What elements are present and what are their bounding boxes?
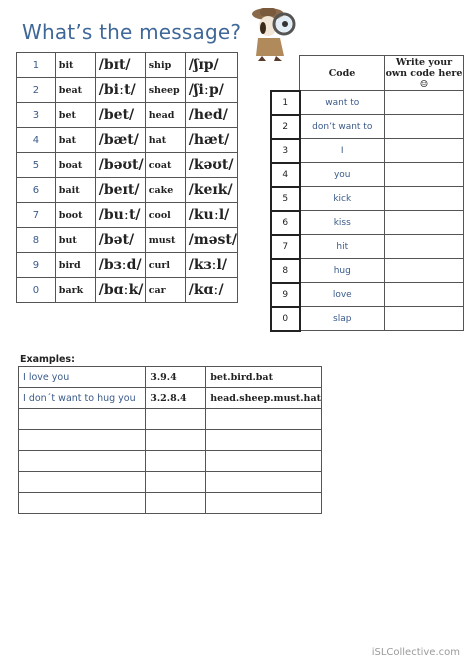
phonetics-word-2: coat: [145, 153, 185, 178]
example-words[interactable]: [206, 451, 322, 472]
phonetics-ipa: /biːt/: [95, 78, 145, 103]
code-number: 9: [271, 283, 300, 307]
code-number: 5: [271, 187, 300, 211]
example-code[interactable]: [146, 430, 206, 451]
own-code-cell[interactable]: [385, 115, 464, 139]
example-phrase[interactable]: [19, 451, 146, 472]
code-row: [271, 91, 464, 115]
example-row: [19, 409, 322, 430]
example-words[interactable]: [206, 430, 322, 451]
code-row: [271, 187, 464, 211]
examples-label: Examples:: [20, 354, 75, 365]
phonetics-word-2: curl: [145, 253, 185, 278]
own-code-cell[interactable]: [385, 259, 464, 283]
code-word: hug: [300, 259, 385, 283]
example-phrase[interactable]: [19, 472, 146, 493]
phonetics-word: bait: [55, 178, 95, 203]
example-code[interactable]: [146, 472, 206, 493]
phonetics-ipa: /bɜːd/: [95, 253, 145, 278]
example-code[interactable]: [146, 451, 206, 472]
example-code: 3.9.4: [146, 367, 206, 388]
phonetics-word-2: cool: [145, 203, 185, 228]
phonetics-ipa-2: /kɜːl/: [185, 253, 237, 278]
phonetics-row: [17, 78, 238, 103]
phonetics-number: 9: [17, 253, 56, 278]
code-header: Code: [300, 56, 385, 91]
example-words[interactable]: [206, 472, 322, 493]
code-number: 3: [271, 139, 300, 163]
own-code-cell[interactable]: [385, 235, 464, 259]
phonetics-ipa-2: /ʃiːp/: [185, 78, 237, 103]
phonetics-word: bet: [55, 103, 95, 128]
code-row: [271, 211, 464, 235]
code-number: 7: [271, 235, 300, 259]
phonetics-row: [17, 228, 238, 253]
code-word: don’t want to: [300, 115, 385, 139]
phonetics-ipa: /bəʊt/: [95, 153, 145, 178]
phonetics-word-2: must: [145, 228, 185, 253]
phonetics-word-2: cake: [145, 178, 185, 203]
code-word: want to: [300, 91, 385, 115]
phonetics-ipa: /bɪt/: [95, 53, 145, 78]
phonetics-row: [17, 103, 238, 128]
own-code-cell[interactable]: [385, 283, 464, 307]
phonetics-word: bat: [55, 128, 95, 153]
own-code-cell[interactable]: [385, 211, 464, 235]
example-code[interactable]: [146, 493, 206, 514]
phonetics-number: 1: [17, 53, 56, 78]
code-row: [271, 115, 464, 139]
code-number: 4: [271, 163, 300, 187]
phonetics-word: boat: [55, 153, 95, 178]
detective-mascot-image: [246, 4, 302, 62]
phonetics-row: [17, 128, 238, 153]
page-title: What’s the message?: [22, 20, 242, 44]
code-row: [271, 139, 464, 163]
example-phrase[interactable]: [19, 493, 146, 514]
code-word: love: [300, 283, 385, 307]
phonetics-number: 8: [17, 228, 56, 253]
phonetics-ipa: /bət/: [95, 228, 145, 253]
footer-watermark: iSLCollective.com: [371, 647, 460, 658]
phonetics-ipa: /beɪt/: [95, 178, 145, 203]
phonetics-row: [17, 253, 238, 278]
example-code[interactable]: [146, 409, 206, 430]
code-word: I: [300, 139, 385, 163]
code-header-blank: [271, 56, 300, 91]
phonetics-row: [17, 203, 238, 228]
code-row: [271, 283, 464, 307]
code-row: [271, 235, 464, 259]
example-row: [19, 451, 322, 472]
example-row: [19, 493, 322, 514]
code-word: kick: [300, 187, 385, 211]
own-code-cell[interactable]: [385, 91, 464, 115]
phonetics-number: 5: [17, 153, 56, 178]
phonetics-word-2: car: [145, 278, 185, 303]
phonetics-ipa: /bɑːk/: [95, 278, 145, 303]
phonetics-word: bird: [55, 253, 95, 278]
phonetics-row: [17, 278, 238, 303]
phonetics-ipa: /buːt/: [95, 203, 145, 228]
phonetics-number: 0: [17, 278, 56, 303]
example-row: [19, 430, 322, 451]
code-row: [271, 307, 464, 331]
example-words: bet.bird.bat: [206, 367, 322, 388]
phonetics-word-2: head: [145, 103, 185, 128]
phonetics-ipa-2: /keɪk/: [185, 178, 237, 203]
phonetics-number: 3: [17, 103, 56, 128]
code-row: [271, 259, 464, 283]
code-word: hit: [300, 235, 385, 259]
own-code-cell[interactable]: [385, 187, 464, 211]
own-code-cell[interactable]: [385, 307, 464, 331]
example-phrase: I don´t want to hug you: [19, 388, 146, 409]
phonetics-row: [17, 178, 238, 203]
phonetics-ipa-2: /kuːl/: [185, 203, 237, 228]
example-phrase[interactable]: [19, 409, 146, 430]
phonetics-number: 6: [17, 178, 56, 203]
example-phrase[interactable]: [19, 430, 146, 451]
code-word: you: [300, 163, 385, 187]
phonetics-ipa-2: /kɑː/: [185, 278, 237, 303]
phonetics-word-2: ship: [145, 53, 185, 78]
phonetics-number: 7: [17, 203, 56, 228]
phonetics-ipa-2: /hed/: [185, 103, 237, 128]
phonetics-ipa-2: /məst/: [185, 228, 237, 253]
phonetics-word-2: hat: [145, 128, 185, 153]
code-table: [270, 55, 464, 332]
phonetics-number: 2: [17, 78, 56, 103]
examples-table: [18, 366, 322, 514]
example-row: [19, 472, 322, 493]
code-row: [271, 163, 464, 187]
phonetics-row: [17, 153, 238, 178]
phonetics-ipa: /bet/: [95, 103, 145, 128]
phonetics-word: bit: [55, 53, 95, 78]
code-word: slap: [300, 307, 385, 331]
phonetics-word: but: [55, 228, 95, 253]
phonetics-number: 4: [17, 128, 56, 153]
example-words[interactable]: [206, 409, 322, 430]
phonetics-row: [17, 53, 238, 78]
own-code-header: Write your own code here ☺: [385, 56, 463, 90]
phonetics-ipa-2: /ʃɪp/: [185, 53, 237, 78]
own-code-cell[interactable]: [385, 163, 464, 187]
example-words: head.sheep.must.hat: [206, 388, 322, 409]
code-number: 8: [271, 259, 300, 283]
phonetics-ipa-2: /hæt/: [185, 128, 237, 153]
example-code: 3.2.8.4: [146, 388, 206, 409]
phonetics-word-2: sheep: [145, 78, 185, 103]
code-word: kiss: [300, 211, 385, 235]
example-row: [19, 367, 322, 388]
phonetics-table: [16, 52, 238, 303]
code-number: 2: [271, 115, 300, 139]
example-phrase: I love you: [19, 367, 146, 388]
own-code-cell[interactable]: [385, 139, 464, 163]
code-number: 1: [271, 91, 300, 115]
phonetics-word: bark: [55, 278, 95, 303]
code-number: 6: [271, 211, 300, 235]
phonetics-word: boot: [55, 203, 95, 228]
example-row: [19, 388, 322, 409]
code-number: 0: [271, 307, 300, 331]
example-words[interactable]: [206, 493, 322, 514]
phonetics-ipa: /bæt/: [95, 128, 145, 153]
phonetics-ipa-2: /kəʊt/: [185, 153, 237, 178]
phonetics-word: beat: [55, 78, 95, 103]
